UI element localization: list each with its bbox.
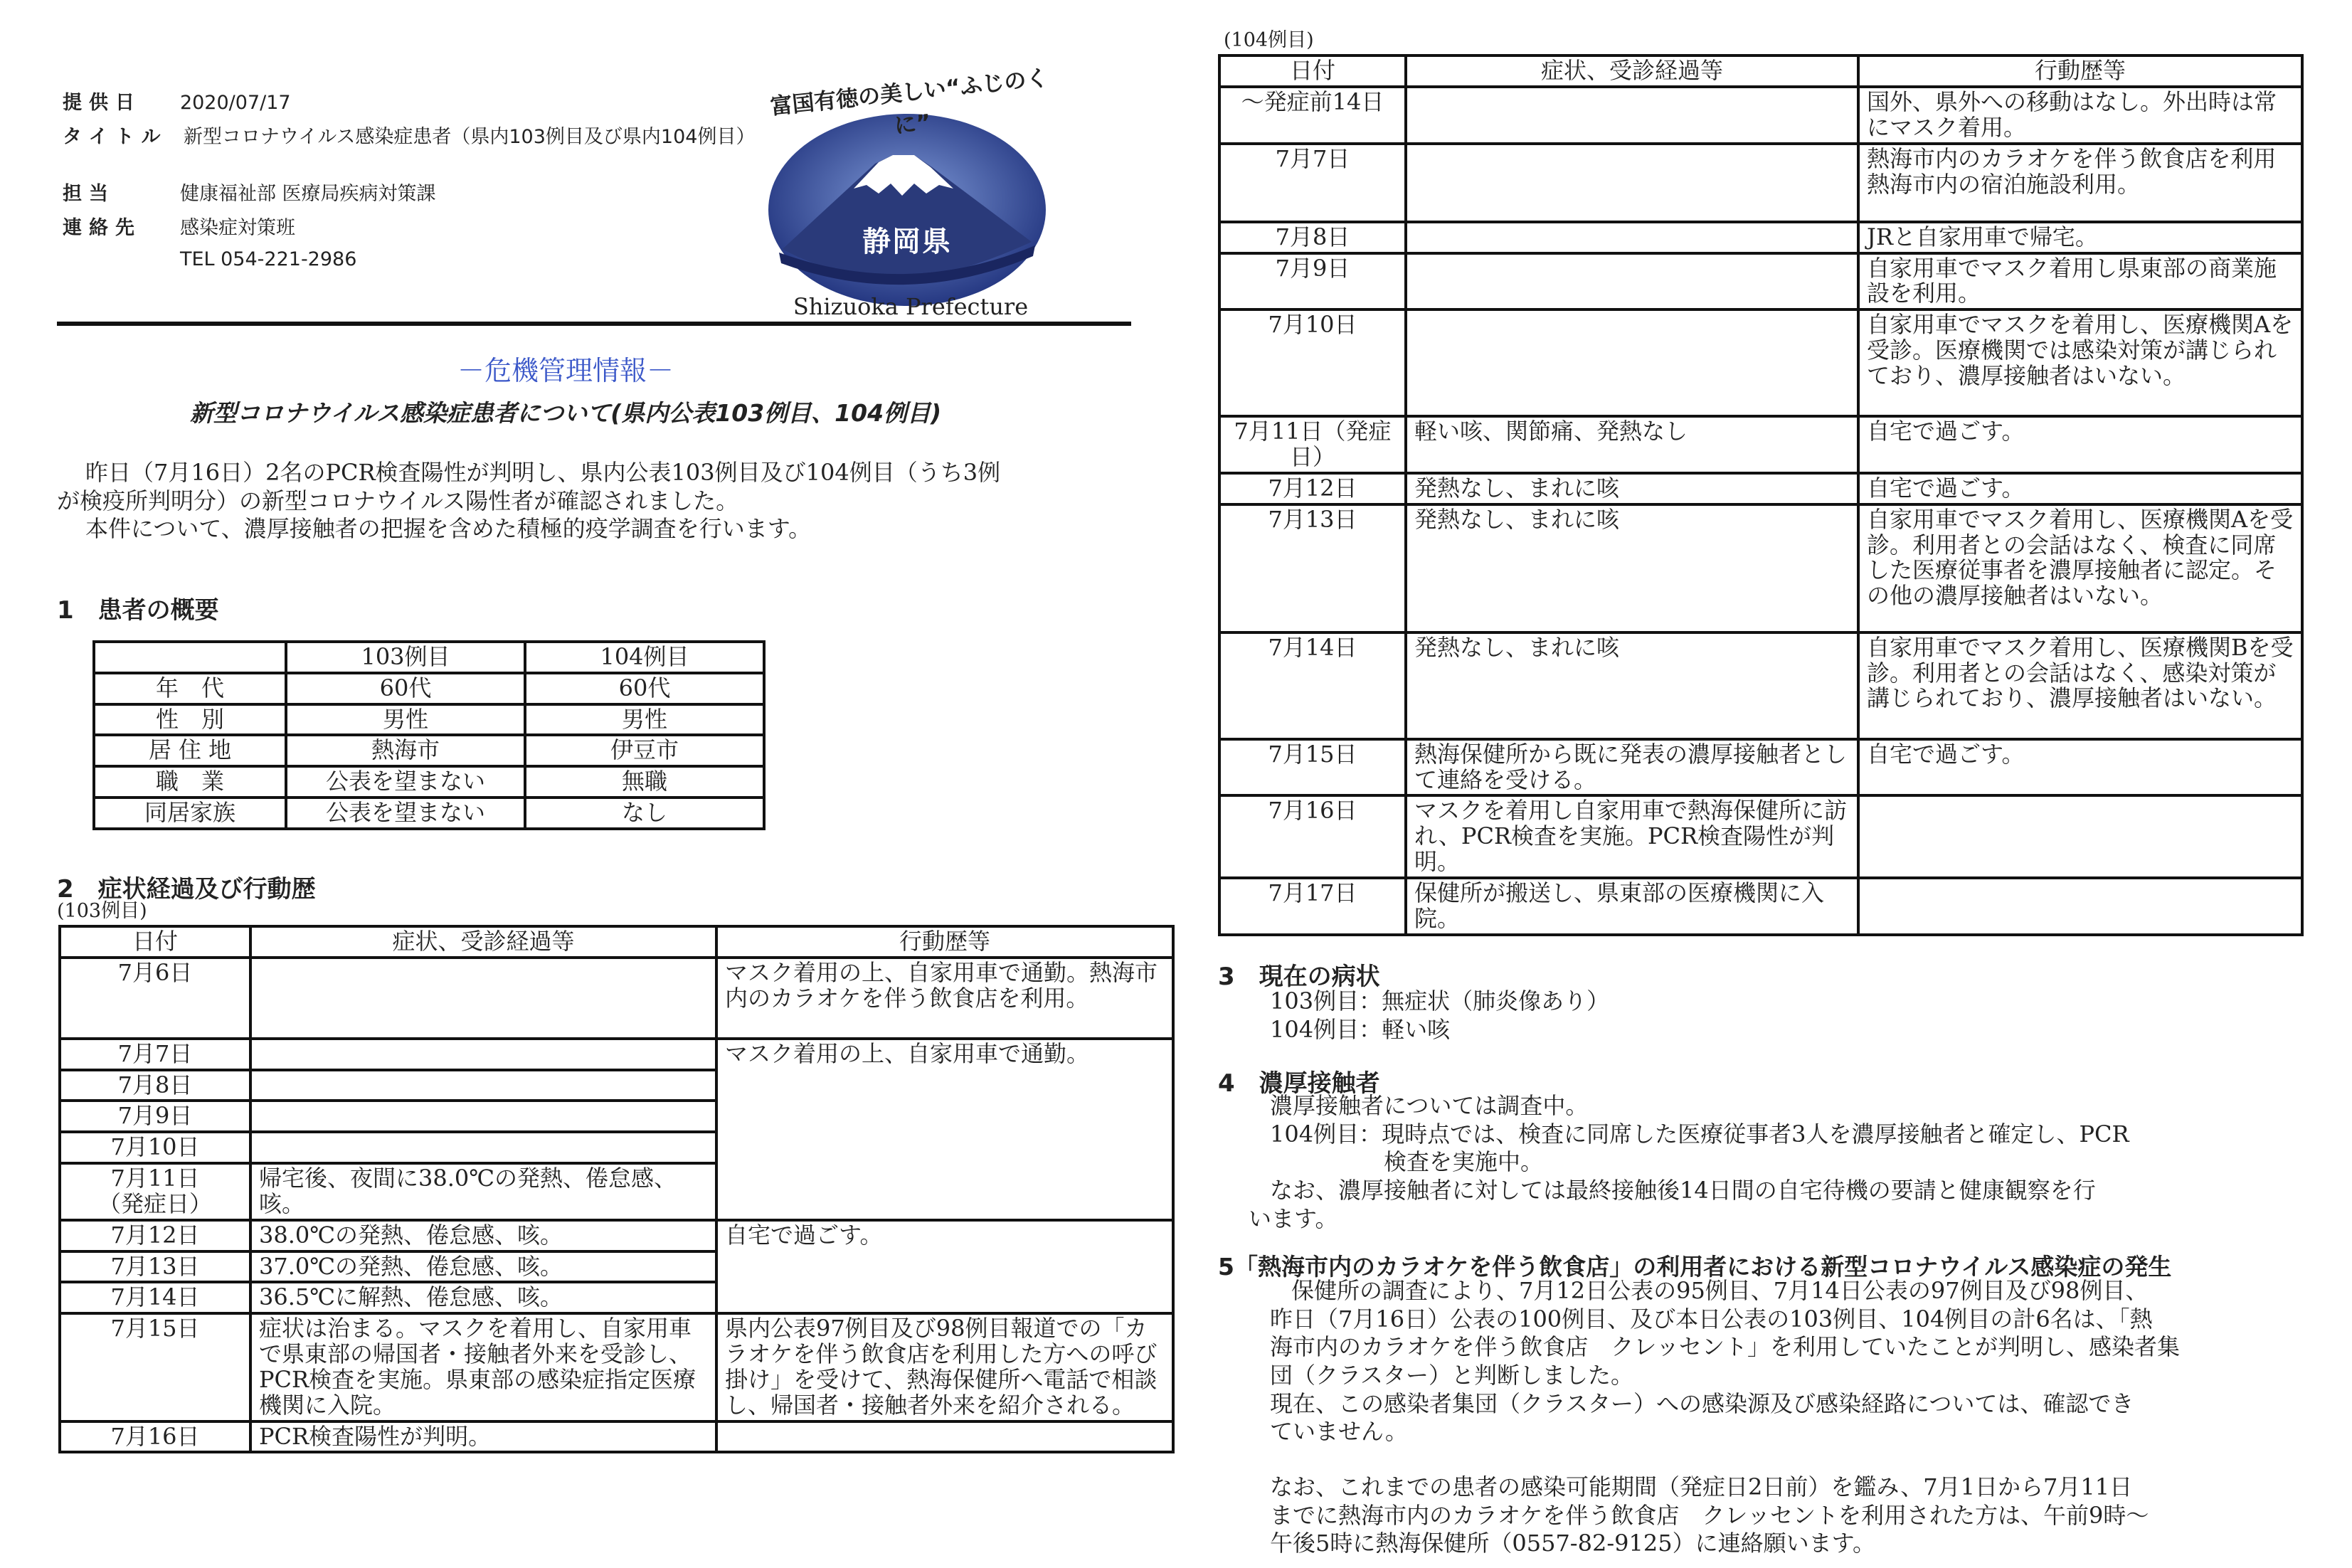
symptom-cell xyxy=(1406,309,1858,416)
patient-summary-table xyxy=(92,640,766,830)
table-row xyxy=(94,735,764,766)
table-header-cell xyxy=(94,642,286,673)
case104-label: (104例目) xyxy=(1224,29,1314,51)
table-row xyxy=(1219,795,2302,877)
condition-line: 104例目：軽い咳 xyxy=(1270,1015,1451,1043)
date-cell: 7月8日 xyxy=(60,1070,250,1101)
header-divider xyxy=(57,322,1131,326)
symptom-cell: 保健所が搬送し、県東部の医療機関に入院。 xyxy=(1406,878,1858,935)
section5-body xyxy=(1270,1277,2301,1558)
activity-cell xyxy=(1858,795,2302,877)
activity-cell: マスク着用の上、自家用車で通勤。熱海市内のカラオケを伴う飲食店を利用。 xyxy=(716,958,1173,1039)
section4-title: 4 濃厚接触者 xyxy=(1218,1069,1380,1098)
table-row xyxy=(94,798,764,829)
cell: なし xyxy=(525,798,764,829)
symptom-cell xyxy=(250,1070,716,1101)
case104-timeline-table xyxy=(1218,54,2304,936)
contact-line: 検査を実施中。 xyxy=(1384,1148,1544,1176)
row-label: 居 住 地 xyxy=(94,735,286,766)
cluster-line: 保健所の調査により、7月12日公表の95例目、7月14日公表の97例目及び98例目、 xyxy=(1291,1277,2149,1304)
section2-title: 2 症状経過及び行動歴 xyxy=(57,875,316,904)
date-cell: 7月10日 xyxy=(1219,309,1406,416)
symptom-cell: 36.5℃に解熱、倦怠感、咳。 xyxy=(250,1282,716,1313)
activity-cell: 自家用車でマスク着用し、医療機関Bを受診。利用者との会話はなく、感染対策が講じられており、濃厚接触者はいない。 xyxy=(1858,632,2302,739)
header-label-date: 提供日 xyxy=(63,92,142,114)
table-row xyxy=(94,673,764,704)
contact-line: います。 xyxy=(1249,1204,1338,1232)
table-header-row xyxy=(1219,55,2302,87)
date-cell: 7月12日 xyxy=(1219,473,1406,504)
table-header-cell: 行動歴等 xyxy=(1858,55,2302,87)
date-cell: 7月10日 xyxy=(60,1132,250,1163)
symptom-cell: 発熱なし、まれに咳 xyxy=(1406,473,1858,504)
activity-cell: 県内公表97例目及び98例目報道での「カラオケを伴う飲食店を利用した方への呼び掛け」を受けて、熱海保健所へ電話で相談し、帰国者・接触者外来を紹介される。 xyxy=(716,1313,1173,1421)
symptom-cell: 帰宅後、夜間に38.0℃の発熱、倦怠感、咳。 xyxy=(250,1163,716,1220)
table-row xyxy=(60,1421,1173,1453)
symptom-cell xyxy=(1406,87,1858,144)
table-row xyxy=(1219,632,2302,739)
symptom-cell xyxy=(250,1101,716,1132)
header-value-title: 新型コロナウイルス感染症患者（県内103例目及び県内104例目） xyxy=(184,126,756,148)
intro-paragraph xyxy=(57,459,1081,544)
symptom-cell: PCR検査陽性が判明。 xyxy=(250,1421,716,1453)
activity-cell: 自家用車でマスクを着用し、医療機関Aを受診。医療機関では感染対策が講じられており、濃厚接触者はいない。 xyxy=(1858,309,2302,416)
contact-line: 104例目：現時点では、検査に同席した医療従事者3人を濃厚接触者と確定し、PCR xyxy=(1270,1120,2129,1148)
date-cell: 7月14日 xyxy=(1219,632,1406,739)
contact-line: なお、濃厚接触者に対しては最終接触後14日間の自宅待機の要請と健康観察を行 xyxy=(1270,1177,2096,1204)
table-row xyxy=(94,704,764,736)
symptom-cell: 軽い咳、関節痛、発熱なし xyxy=(1406,416,1858,473)
logo-pref-jp: 静岡県 xyxy=(862,226,952,258)
activity-cell: JRと自家用車で帰宅。 xyxy=(1858,222,2302,253)
cluster-line: 現在、この感染者集団（クラスター）への感染源及び感染経路については、確認でき xyxy=(1270,1389,2134,1417)
cluster-line: 団（クラスター）と判断しました。 xyxy=(1270,1362,1634,1389)
table-header-cell: 103例目 xyxy=(286,642,525,673)
date-cell: 7月13日 xyxy=(60,1251,250,1283)
row-label: 性 別 xyxy=(94,704,286,736)
activity-cell: 自宅で過ごす。 xyxy=(1858,739,2302,796)
cell: 男性 xyxy=(525,704,764,736)
date-cell: 7月12日 xyxy=(60,1220,250,1251)
date-cell: 7月15日 xyxy=(1219,739,1406,796)
table-row xyxy=(1219,739,2302,796)
table-row xyxy=(60,958,1173,1039)
cell: 60代 xyxy=(525,673,764,704)
date-cell: 7月14日 xyxy=(60,1282,250,1313)
intro-line: 昨日（7月16日）2名のPCR検査陽性が判明し、県内公表103例目及び104例目（うち3例 xyxy=(85,459,1001,486)
symptom-cell xyxy=(250,958,716,1039)
symptom-cell: 発熱なし、まれに咳 xyxy=(1406,632,1858,739)
symptom-cell xyxy=(1406,253,1858,310)
date-cell: 7月8日 xyxy=(1219,222,1406,253)
prefecture-logo xyxy=(740,64,1067,327)
symptom-cell: 発熱なし、まれに咳 xyxy=(1406,504,1858,632)
date-cell: 7月9日 xyxy=(1219,253,1406,310)
row-label: 年 代 xyxy=(94,673,286,704)
date-cell: 7月9日 xyxy=(60,1101,250,1132)
cell: 公表を望まない xyxy=(286,766,525,798)
table-row xyxy=(1219,144,2302,222)
cell: 公表を望まない xyxy=(286,798,525,829)
date-cell: ～発症前14日 xyxy=(1219,87,1406,144)
section3-body xyxy=(1270,987,1609,1044)
cell: 伊豆市 xyxy=(525,735,764,766)
table-row xyxy=(60,1313,1173,1421)
table-header-cell: 日付 xyxy=(1219,55,1406,87)
cluster-line: ていません。 xyxy=(1270,1418,1408,1446)
cell: 熱海市 xyxy=(286,735,525,766)
header-info xyxy=(63,91,760,279)
table-header-cell: 症状、受診経過等 xyxy=(250,926,716,958)
table-row xyxy=(60,1039,1173,1070)
activity-cell: 自家用車でマスク着用し、医療機関Aを受診。利用者との会話はなく、検査に同席した医療従事者を濃厚接触者に認定。その他の濃厚接触者はいない。 xyxy=(1858,504,2302,632)
activity-cell xyxy=(1858,878,2302,935)
date-cell: 7月11日（発症日） xyxy=(1219,416,1406,473)
date-cell: 7月6日 xyxy=(60,958,250,1039)
table-row xyxy=(1219,504,2302,632)
intro-line: 本件について、濃厚接触者の把握を含めた積極的疫学調査を行います。 xyxy=(85,515,812,543)
activity-cell: マスク着用の上、自家用車で通勤。 xyxy=(716,1039,1173,1220)
symptom-cell xyxy=(250,1132,716,1163)
onset-note: （発症日） xyxy=(97,1190,212,1217)
table-row xyxy=(1219,253,2302,310)
logo-slogan: 富国有徳の美しい“ふじのくに” xyxy=(769,65,1050,139)
symptom-cell xyxy=(250,1039,716,1070)
header-label-title: タイトル xyxy=(63,126,168,148)
date-cell xyxy=(60,1163,250,1220)
case104-rows xyxy=(1219,87,2302,935)
header-label-dept: 担当 xyxy=(63,183,115,205)
case103-label: (103例目) xyxy=(57,900,147,922)
table-row xyxy=(1219,309,2302,416)
date-cell: 7月7日 xyxy=(1219,144,1406,222)
row-label: 職 業 xyxy=(94,766,286,798)
symptom-cell: マスクを着用し自家用車で熱海保健所に訪れ、PCR検査を実施。PCR検査陽性が判明。 xyxy=(1406,795,1858,877)
table-header-cell: 症状、受診経過等 xyxy=(1406,55,1858,87)
cluster-line: なお、これまでの患者の感染可能期間（発症日2日前）を鑑み、7月1日から7月11日 xyxy=(1270,1473,2133,1501)
logo-pref-en: Shizuoka Prefecture xyxy=(793,293,1029,320)
cluster-line: 昨日（7月16日）公表の100例目、及び本日公表の103例目、104例目の計6名は、「熱 xyxy=(1270,1305,2153,1333)
cluster-line: までに熱海市内のカラオケを伴う飲食店 クレッセントを利用された方は、午前9時～ xyxy=(1270,1501,2149,1529)
date-cell: 7月17日 xyxy=(1219,878,1406,935)
date-cell: 7月13日 xyxy=(1219,504,1406,632)
date-cell: 7月7日 xyxy=(60,1039,250,1070)
activity-cell: 熱海市内のカラオケを伴う飲食店を利用熱海市内の宿泊施設利用。 xyxy=(1858,144,2302,222)
case103-timeline-table xyxy=(58,925,1175,1453)
symptom-cell: 38.0℃の発熱、倦怠感、咳。 xyxy=(250,1220,716,1251)
table-row xyxy=(1219,878,2302,935)
header-value-dept: 健康福祉部 医療局疾病対策課 xyxy=(179,183,436,205)
section5-title: 5「熱海市内のカラオケを伴う飲食店」の利用者における新型コロナウイルス感染症の発生 xyxy=(1218,1253,2172,1281)
condition-line: 103例目：無症状（肺炎像あり） xyxy=(1270,987,1610,1015)
table-row xyxy=(94,766,764,798)
symptom-cell: 37.0℃の発熱、倦怠感、咳。 xyxy=(250,1251,716,1283)
symptom-cell: 熱海保健所から既に発表の濃厚接触者として連絡を受ける。 xyxy=(1406,739,1858,796)
row-label: 同居家族 xyxy=(94,798,286,829)
table-row xyxy=(60,1220,1173,1251)
table-header-cell: 行動歴等 xyxy=(716,926,1173,958)
header-value-contact: 感染症対策班 xyxy=(179,217,295,239)
table-header-cell: 日付 xyxy=(60,926,250,958)
date-cell: 7月16日 xyxy=(1219,795,1406,877)
contact-line: 濃厚接触者については調査中。 xyxy=(1270,1092,1589,1119)
date-cell: 7月15日 xyxy=(60,1313,250,1421)
activity-cell: 自宅で過ごす。 xyxy=(1858,473,2302,504)
section1-title: 1 患者の概要 xyxy=(57,596,219,625)
table-header-row xyxy=(60,926,1173,958)
activity-cell xyxy=(716,1421,1173,1453)
crisis-label: －危機管理情報－ xyxy=(457,355,674,386)
header-value-date: 2020/07/17 xyxy=(179,92,291,114)
table-row xyxy=(1219,473,2302,504)
activity-cell: 自宅で過ごす。 xyxy=(1858,416,2302,473)
table-row xyxy=(1219,416,2302,473)
cell: 男性 xyxy=(286,704,525,736)
date-text: 7月11日 xyxy=(110,1165,200,1192)
activity-cell: 国外、県外への移動はなし。外出時は常にマスク着用。 xyxy=(1858,87,2302,144)
table-header-row xyxy=(94,642,764,673)
header-label-contact: 連絡先 xyxy=(63,217,142,239)
cluster-line: 午後5時に熱海保健所（0557-82-9125）に連絡願います。 xyxy=(1270,1530,1876,1557)
cell: 60代 xyxy=(286,673,525,704)
table-row xyxy=(1219,87,2302,144)
activity-cell: 自宅で過ごす。 xyxy=(716,1220,1173,1313)
symptom-cell xyxy=(1406,222,1858,253)
intro-line: が検疫所判明分）の新型コロナウイルス陽性者が確認されました。 xyxy=(57,487,739,514)
symptom-cell: 症状は治まる。マスクを着用し、自家用車で県東部の帰国者・接触者外来を受診し、PCR検査を実施。県東部の感染症指定医療機関に入院。 xyxy=(250,1313,716,1421)
date-cell: 7月16日 xyxy=(60,1421,250,1453)
section3-title: 3 現在の病状 xyxy=(1218,963,1380,991)
symptom-cell xyxy=(1406,144,1858,222)
cell: 無職 xyxy=(525,766,764,798)
document-title: 新型コロナウイルス感染症患者について(県内公表103例目、104例目) xyxy=(189,399,942,427)
cluster-line: 海市内のカラオケを伴う飲食店 クレッセント」を利用していたことが判明し、感染者集 xyxy=(1270,1333,2181,1361)
activity-cell: 自家用車でマスク着用し県東部の商業施設を利用。 xyxy=(1858,253,2302,310)
table-row xyxy=(1219,222,2302,253)
header-tel: TEL 054-221-2986 xyxy=(179,248,357,270)
section4-body xyxy=(1249,1092,2301,1233)
table-header-cell: 104例目 xyxy=(525,642,764,673)
